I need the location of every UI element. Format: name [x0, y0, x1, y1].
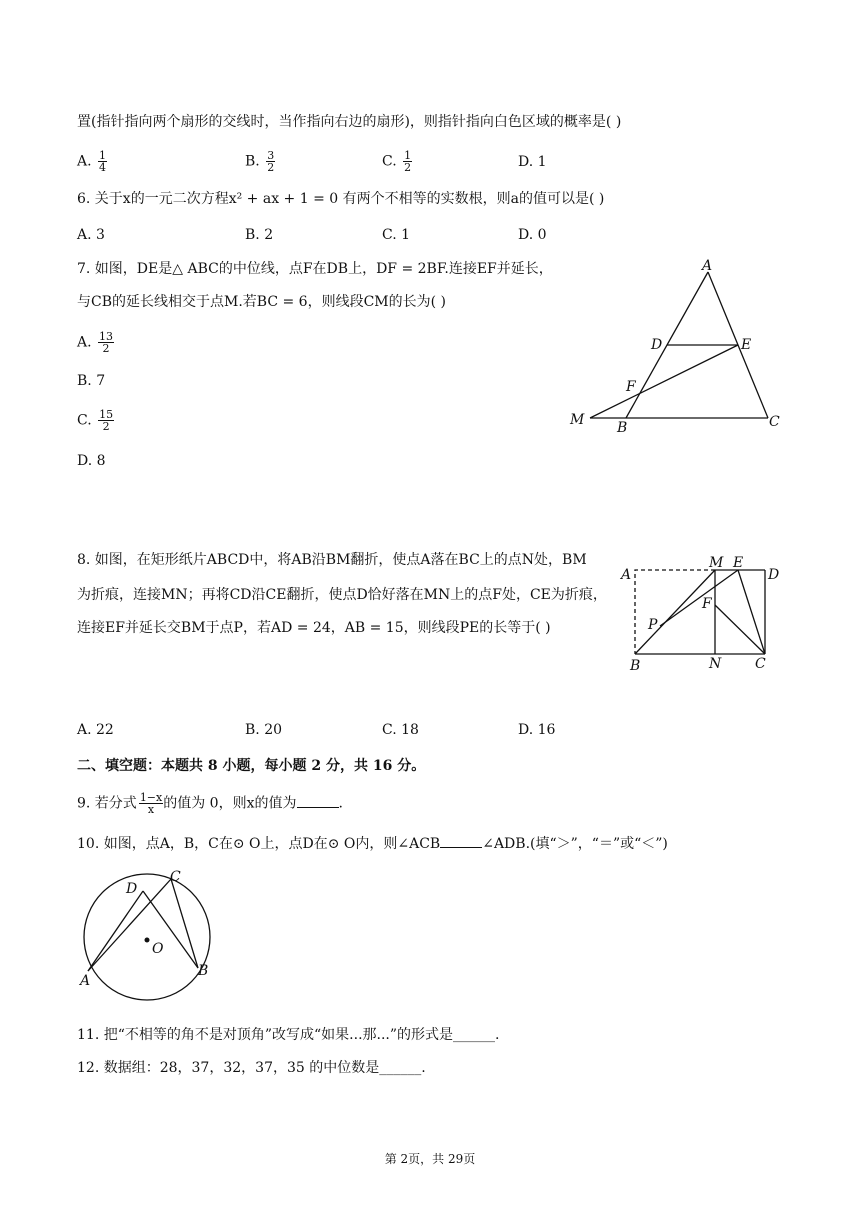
answer-blank[interactable]: [440, 833, 482, 848]
q6-option-c: C. 1: [382, 227, 411, 243]
q8-option-c: C. 18: [382, 722, 419, 738]
q5-option-a: [77, 150, 107, 173]
q9-end: .: [338, 795, 343, 812]
q7-stem-line2: 与CB的延长线相交于点M.若BC = 6，则线段CM的长为( ): [77, 294, 447, 310]
q12-stem: 12. 数据组：28，37，32，37，35 的中位数是______.: [77, 1060, 426, 1076]
option-letter: D.: [77, 453, 97, 469]
q9-stem: [77, 792, 343, 815]
label-a: A: [621, 567, 632, 583]
label-d: D: [768, 567, 780, 583]
q8-option-a: A. 22: [77, 722, 114, 738]
denominator: 4: [99, 161, 107, 174]
q10-circle-figure: [72, 865, 222, 1007]
fraction: [98, 409, 114, 432]
q7-option-d: [77, 451, 106, 471]
q10-stem: [77, 833, 668, 854]
q11-stem: 11. 把“不相等的角不是对顶角”改写成“如果...那...”的形式是______.: [77, 1027, 500, 1043]
fraction: [98, 331, 114, 354]
label-c: C: [170, 869, 181, 885]
segment-bm: [635, 570, 715, 654]
numerator: 1: [404, 149, 412, 162]
section-title: 二、填空题：本题共 8 小题，每小题 2 分，共 16 分。: [77, 758, 426, 774]
option-letter: B.: [245, 153, 265, 170]
q10-stem-text: 10. 如图，点A，B，C在⊙ O上，点D在⊙ O内，则∠ACB: [77, 836, 441, 852]
numerator: 15: [99, 408, 114, 421]
q9-prefix: 9. 若分式: [77, 795, 137, 812]
numerator: 13: [99, 330, 114, 343]
option-text: 8: [96, 453, 106, 469]
q8-rectangle-figure: [615, 550, 790, 675]
q9-suffix: 的值为 0，则x的值为: [163, 795, 297, 812]
fraction: [98, 150, 107, 173]
q5-option-d: [518, 152, 547, 172]
q8-stem-line2: 为折痕，连接MN；再将CD沿CE翻折，使点D恰好落在MN上的点F处，CE为折痕，: [77, 587, 607, 603]
center-point: [145, 938, 150, 943]
label-e: E: [733, 555, 744, 571]
q6-stem: 6. 关于x的一元二次方程x² + ax + 1 = 0 有两个不相等的实数根，则a的值可以是( ): [77, 191, 605, 207]
denominator: 2: [102, 420, 110, 433]
option-letter: D.: [518, 154, 538, 170]
segment-ep: [660, 570, 738, 626]
answer-blank[interactable]: [297, 793, 339, 808]
label-m: M: [570, 412, 585, 428]
option-text: 1: [537, 154, 547, 170]
label-c: C: [755, 656, 766, 672]
fraction: [403, 150, 412, 173]
q7-option-b: [77, 371, 105, 391]
segment-em: [590, 345, 738, 418]
label-d: D: [126, 881, 138, 897]
label-a: A: [80, 973, 91, 989]
numerator: 3: [267, 149, 275, 162]
segment-ad: [88, 891, 143, 971]
label-m: M: [709, 555, 724, 571]
q10-stem-end: ∠ADB.(填“＞”，“＝”或“＜”): [482, 836, 668, 852]
label-d: D: [651, 337, 663, 353]
option-text: 7: [96, 373, 106, 389]
q7-triangle-figure: [560, 250, 790, 440]
q8-stem-line1: 8. 如图，在矩形纸片ABCD中，将AB沿BM翻折，使点A落在BC上的点N处，BM: [77, 552, 587, 568]
denominator: 2: [267, 161, 275, 174]
q6-option-a: A. 3: [77, 227, 105, 243]
q9-fraction: [139, 792, 163, 815]
q6-option-b: B. 2: [245, 227, 274, 243]
denominator: x: [147, 803, 155, 816]
label-a: A: [702, 258, 713, 274]
option-letter: B.: [77, 373, 97, 389]
label-b: B: [630, 658, 641, 674]
fraction: [266, 150, 275, 173]
segment-cb: [171, 879, 198, 968]
q5-option-b: [245, 150, 275, 173]
label-f: F: [702, 596, 712, 612]
q5-stem-tail: 置(指针指向两个扇形的交线时，当作指向右边的扇形)，则指针指向白色区域的概率是( ): [77, 114, 622, 130]
q5-option-c: [382, 150, 412, 173]
option-letter: C.: [382, 153, 402, 170]
label-b: B: [617, 420, 628, 436]
label-n: N: [709, 656, 722, 672]
q8-stem-line3: 连接EF并延长交BM于点P，若AD = 24，AB = 15，则线段PE的长等于( ): [77, 620, 551, 636]
label-e: E: [741, 337, 752, 353]
label-b: B: [198, 963, 209, 979]
label-c: C: [769, 414, 780, 430]
q7-option-a: [77, 331, 114, 354]
q6-option-d: D. 0: [518, 227, 547, 243]
q8-option-b: B. 20: [245, 722, 283, 738]
option-letter: A.: [77, 153, 97, 170]
option-letter: C.: [77, 412, 97, 429]
numerator: 1−x: [139, 791, 163, 804]
q7-option-c: [77, 409, 114, 432]
denominator: 2: [102, 342, 110, 355]
denominator: 2: [404, 161, 412, 174]
option-letter: A.: [77, 334, 97, 351]
label-p: P: [648, 617, 658, 633]
numerator: 1: [99, 149, 107, 162]
label-f: F: [626, 379, 636, 395]
circle-o: [84, 874, 210, 1000]
q7-stem-line1: 7. 如图，DE是△ ABC的中位线，点F在DB上，DF = 2BF.连接EF并延长，: [77, 261, 553, 277]
q8-option-d: D. 16: [518, 722, 556, 738]
label-o: O: [152, 941, 164, 957]
page-footer: 第 2页，共 29页: [384, 1152, 476, 1166]
